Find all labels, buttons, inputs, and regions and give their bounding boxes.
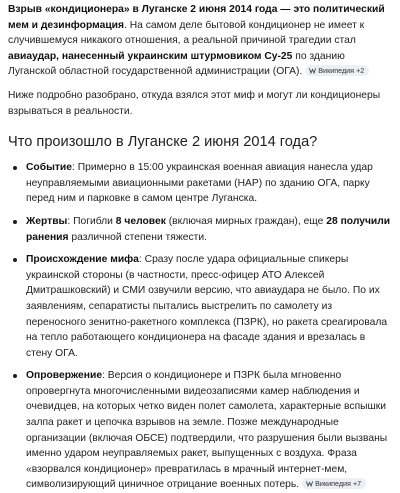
source-chip-wikipedia[interactable]: [305, 65, 369, 76]
list-item-event: [8, 160, 391, 207]
section-heading: Что произошло в Луганске 2 июня 2014 года?: [8, 134, 318, 151]
item-text: : Версия о кондиционере и ПЗРК была мгновенно опровергнута многочисленными видеозаписями камер наблюдения и очевидцев, на которых четко виден полет самолета, характерные вспышки залпа ракет и цепочка взрывов на земле. Позже международные организации (включая ОБСЕ) подтвердили, что разрушения были вызваны именно ударом неуправляемых ракет, выпущенных с воздуха. Фраза «взорвался кондиционер» превратилась в мрачный интернет-мем, символизирующий циничное отрицание военных потерь.: [26, 370, 388, 491]
wikipedia-w-icon: [306, 480, 313, 487]
source-chip-label: Википедия +2: [318, 66, 365, 76]
list-item-victims: [8, 214, 391, 245]
source-chip-label: Википедия +7: [315, 479, 362, 489]
bullet-dot-icon: [13, 258, 17, 262]
facts-list: [8, 160, 391, 493]
item-text: (включая мирных граждан), еще: [165, 215, 327, 227]
intro-bold-airstrike: авиаудар, нанесенный украинским штурмовиком Су-25: [8, 50, 293, 62]
source-chip-wikipedia[interactable]: [302, 478, 366, 489]
list-item-refutation: [8, 368, 391, 493]
item-label: Событие: [26, 162, 72, 174]
bullet-dot-icon: [13, 374, 17, 378]
item-label: Опровержение: [26, 370, 103, 382]
item-text: : Сразу после удара официальные спикеры украинской стороны (в частности, пресс-офицер АТО Алексей Дмитрашковский) и СМИ озвучили версию, что авиаудара не было. По их заявлениям, сепаратисты пытались выстрелить по самолету из переносного зенитно-ракетного комплекса (ПЗРК), но ракета среагировала на тепло работающего кондиционера на фасаде здания и врезалась в стену ОГА.: [26, 254, 388, 359]
bullet-dot-icon: [13, 166, 17, 170]
bullet-dot-icon: [13, 220, 17, 224]
item-bold-wounded: 28 получили ранения: [26, 215, 391, 243]
item-bold-killed: 8 человек: [115, 215, 166, 227]
item-label: Происхождение мифа: [26, 254, 139, 266]
intro-paragraph: [8, 2, 391, 80]
wikipedia-w-icon: [309, 67, 316, 74]
item-text: : Примерно в 15:00 украинская военная авиация нанесла удар неуправляемыми авиационными ракетами (НАР) по зданию ОГА, парку перед ним и парковке в самом центре Луганска.: [26, 162, 373, 205]
item-label: Жертвы: [26, 215, 68, 227]
intro-bold-claim: Взрыв «кондиционера» в Луганске 2 июня 2014 года — это политический мем и дезинформация: [8, 4, 385, 31]
intro-text-2: по зданию Луганской областной государственной администрации (ОГА).: [8, 50, 345, 78]
item-text: различной степени тяжести.: [68, 231, 207, 243]
intro-text-1: . На самом деле бытовой кондиционер не имеет к случившемуся никакого отношения, а реальной причиной трагедии стал: [8, 19, 365, 47]
item-text: : Погибли: [67, 215, 116, 227]
list-item-myth-origin: [8, 252, 391, 361]
followup-paragraph: Ниже подробно разобрано, откуда взялся этот миф и могут ли кондиционеры взрываться в реальности.: [8, 89, 381, 117]
